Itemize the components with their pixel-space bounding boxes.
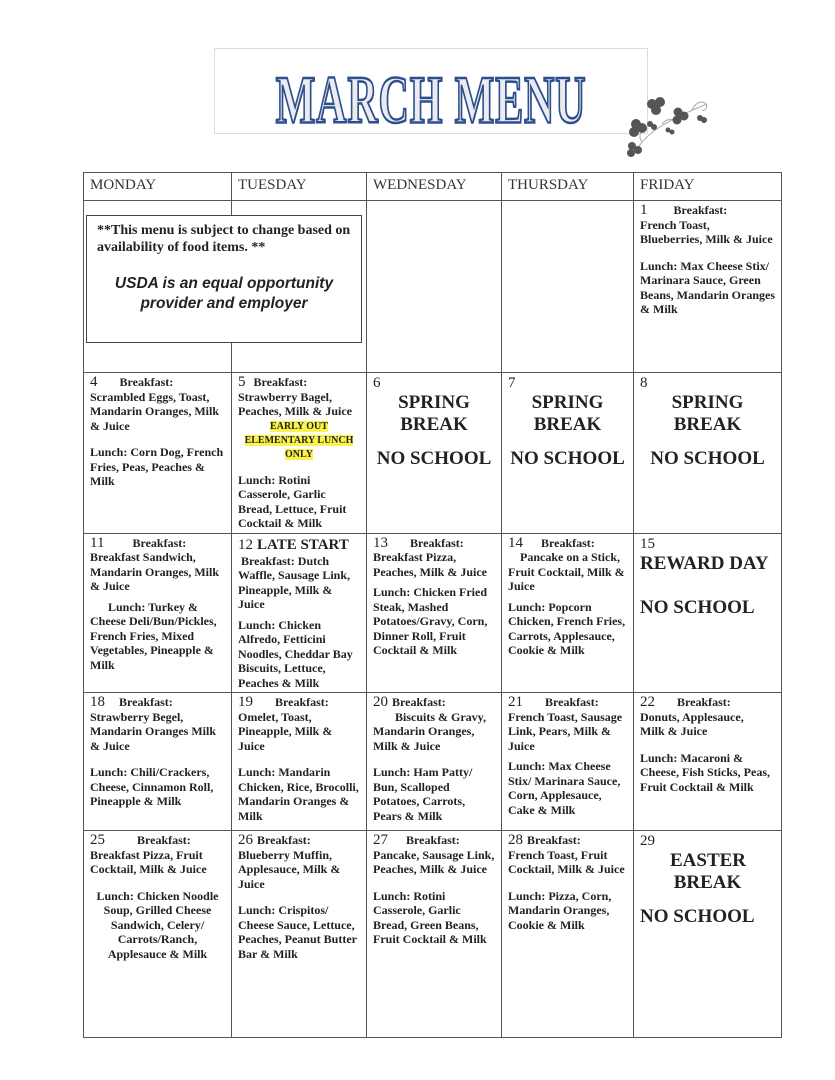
breakfast-items: Blueberry Muffin, Applesauce, Milk & Juice	[238, 847, 341, 891]
breakfast-items: Pancake on a Stick, Fruit Cocktail, Milk & Juice	[508, 550, 625, 593]
day-number: 26	[238, 832, 253, 848]
breakfast-items: Biscuits & Gravy, Mandarin Oranges, Milk & Juice	[373, 709, 487, 753]
spring-break-label: SPRING BREAK	[531, 392, 604, 435]
breakfast-items: French Toast, Sausage Link, Pears, Milk & Juice	[508, 709, 623, 753]
lunch-items: Lunch: Rotini Casserole, Garlic Bread, Lettuce, Fruit Cocktail & Milk	[238, 472, 347, 530]
breakfast-label: Breakfast:	[119, 695, 173, 709]
breakfast-items: Strawberry Bagel, Peaches, Milk & Juice	[238, 389, 352, 418]
day-number: 15	[640, 535, 655, 552]
day-number: 19	[238, 694, 253, 710]
week-row-5	[84, 831, 782, 1038]
day-number: 28	[508, 832, 523, 848]
lunch-items: Lunch: Max Cheese Stix/ Marinara Sauce, Corn, Applesauce, Cake & Milk	[508, 759, 621, 817]
day-number: 5	[238, 374, 246, 390]
lunch-items: Lunch: Corn Dog, French Fries, Peas, Peaches & Milk	[90, 445, 224, 488]
header-thursday: THURSDAY	[502, 173, 634, 201]
day-cell-15	[634, 533, 782, 693]
no-school-label: NO SCHOOL	[376, 448, 492, 469]
day-number: 25	[90, 832, 105, 848]
early-out-highlight: EARLY OUT ELEMENTARY LUNCH ONLY	[244, 420, 354, 460]
day-cell-7	[502, 373, 634, 534]
spring-break-label: SPRING BREAK	[398, 392, 470, 435]
day-cell-26	[232, 831, 367, 1038]
lunch-items: Lunch: Chicken Fried Steak, Mashed Potatoes/Gravy, Corn, Dinner Roll, Fruit Cocktail & Milk	[373, 585, 488, 657]
menu-change-notice: **This menu is subject to change based on availability of food items. **	[97, 223, 351, 255]
day-cell-19	[232, 693, 367, 831]
day-number: 20	[373, 694, 388, 710]
no-school-label: NO SCHOOL	[510, 448, 625, 469]
header-wednesday: WEDNESDAY	[367, 173, 502, 201]
day-cell-28	[502, 831, 634, 1038]
week-row-4	[84, 693, 782, 831]
breakfast-items: Breakfast Pizza, Peaches, Milk & Juice	[373, 550, 487, 579]
page-title: MARCH MENU	[275, 62, 587, 138]
breakfast-label: Breakfast:	[137, 833, 191, 847]
breakfast-label: Breakfast:	[410, 535, 464, 550]
day-cell-11	[84, 533, 232, 693]
breakfast-label: Breakfast:	[527, 833, 581, 847]
day-cell-8	[634, 373, 782, 534]
lunch-items: Lunch: Ham Patty/ Bun, Scalloped Potatoes, Carrots, Pears & Milk	[373, 765, 473, 823]
lunch-items: Lunch: Crispitos/ Cheese Sauce, Lettuce, Peaches, Peanut Butter Bar & Milk	[238, 903, 357, 961]
day-number: 7	[508, 375, 516, 391]
breakfast-items: Donuts, Applesauce, Milk & Juice	[640, 709, 744, 738]
day-number: 4	[90, 374, 98, 390]
breakfast-label: Breakfast:	[392, 695, 446, 709]
day-number: 22	[640, 694, 655, 710]
no-school-label: NO SCHOOL	[650, 448, 765, 469]
day-cell-20	[367, 693, 502, 831]
day-number: 27	[373, 832, 388, 848]
breakfast-label: Breakfast:	[541, 535, 595, 550]
title-banner	[214, 48, 648, 138]
day-cell-1	[634, 201, 782, 373]
day-cell-12	[232, 533, 367, 693]
day-cell-25	[84, 831, 232, 1038]
day-number: 21	[508, 694, 523, 710]
breakfast-label: Breakfast:	[132, 535, 187, 550]
lunch-items: Lunch: Max Cheese Stix/ Marinara Sauce, Green Beans, Mandarin Oranges & Milk	[640, 258, 776, 316]
day-cell-21	[502, 693, 634, 831]
usda-statement: USDA is an equal opportunity provider and employer	[114, 275, 334, 312]
lunch-items: Lunch: Macaroni & Cheese, Fish Sticks, Peas, Fruit Cocktail & Milk	[640, 750, 770, 794]
easter-break-label: EASTER BREAK	[670, 850, 747, 893]
week-row-2	[84, 373, 782, 534]
reward-day-label: REWARD DAY	[640, 552, 769, 574]
day-cell-18	[84, 693, 232, 831]
breakfast-items: Breakfast: Dutch Waffle, Sausage Link, Pineapple, Milk & Juice	[238, 553, 351, 611]
menu-notice-box	[86, 215, 362, 343]
no-school-label: NO SCHOOL	[640, 906, 755, 927]
day-cell-27	[367, 831, 502, 1038]
breakfast-items: French Toast, Blueberries, Milk & Juice	[640, 217, 773, 246]
lunch-items: Lunch: Chicken Noodle Soup, Grilled Cheese Sandwich, Celery/ Carrots/Ranch, Applesauce & Milk	[96, 888, 219, 961]
spring-break-label: SPRING BREAK	[671, 392, 744, 435]
breakfast-items: Breakfast Pizza, Fruit Cocktail, Milk & Juice	[90, 847, 207, 876]
day-number: 1	[640, 202, 648, 218]
header-monday: MONDAY	[84, 173, 232, 201]
breakfast-label: Breakfast:	[677, 695, 731, 709]
day-cell-6	[367, 373, 502, 534]
day-cell-14	[502, 533, 634, 693]
breakfast-label: Breakfast:	[673, 203, 728, 217]
day-cell-4	[84, 373, 232, 534]
lunch-items: Lunch: Popcorn Chicken, French Fries, Carrots, Applesauce, Cookie & Milk	[508, 599, 626, 657]
day-number: 13	[373, 534, 388, 551]
header-tuesday: TUESDAY	[232, 173, 367, 201]
breakfast-label: Breakfast:	[275, 695, 329, 709]
weekday-header-row	[84, 173, 782, 201]
lunch-items: Lunch: Turkey & Cheese Deli/Bun/Pickles, French Fries, Mixed Vegetables, Pineapple & Milk	[90, 599, 217, 672]
day-cell-empty	[367, 201, 502, 373]
breakfast-items: Scrambled Eggs, Toast, Mandarin Oranges, Milk & Juice	[90, 389, 220, 433]
breakfast-label: Breakfast:	[253, 375, 308, 389]
day-number: 6	[373, 375, 381, 391]
shamrock-decoration-icon	[622, 90, 714, 162]
lunch-items: Lunch: Rotini Casserole, Garlic Bread, Green Beans, Fruit Cocktail & Milk	[373, 888, 487, 946]
day-cell-5	[232, 373, 367, 534]
breakfast-items: Strawberry Begel, Mandarin Oranges Milk & Juice	[90, 709, 217, 753]
day-number: 12	[238, 536, 253, 553]
breakfast-items: Omelet, Toast, Pineapple, Milk & Juice	[238, 709, 333, 753]
day-cell-29	[634, 831, 782, 1038]
breakfast-label: Breakfast:	[545, 695, 599, 709]
week-row-3	[84, 533, 782, 693]
breakfast-label: Breakfast:	[406, 833, 460, 847]
breakfast-items: French Toast, Fruit Cocktail, Milk & Juice	[508, 847, 625, 876]
lunch-items: Lunch: Chili/Crackers, Cheese, Cinnamon Roll, Pineapple & Milk	[90, 765, 214, 808]
day-number: 18	[90, 694, 105, 710]
no-school-label: NO SCHOOL	[640, 596, 755, 618]
breakfast-items: Pancake, Sausage Link, Peaches, Milk & Juice	[373, 847, 495, 876]
breakfast-items: Breakfast Sandwich, Mandarin Oranges, Milk & Juice	[90, 550, 220, 593]
day-cell-empty	[502, 201, 634, 373]
breakfast-label: Breakfast:	[257, 833, 311, 847]
day-number: 14	[508, 534, 523, 551]
breakfast-label: Breakfast:	[119, 375, 174, 389]
day-number: 8	[640, 375, 648, 391]
late-start-label: LATE START	[257, 536, 349, 553]
lunch-items: Lunch: Pizza, Corn, Mandarin Oranges, Cookie & Milk	[508, 888, 612, 932]
lunch-items: Lunch: Mandarin Chicken, Rice, Brocolli, Mandarin Oranges & Milk	[238, 765, 359, 823]
lunch-items: Lunch: Chicken Alfredo, Fetticini Noodles, Cheddar Bay Biscuits, Lettuce, Peaches & Milk	[238, 617, 353, 690]
header-friday: FRIDAY	[634, 173, 782, 201]
day-number: 11	[90, 534, 105, 551]
day-cell-13	[367, 533, 502, 693]
day-cell-22	[634, 693, 782, 831]
day-number: 29	[640, 833, 655, 849]
